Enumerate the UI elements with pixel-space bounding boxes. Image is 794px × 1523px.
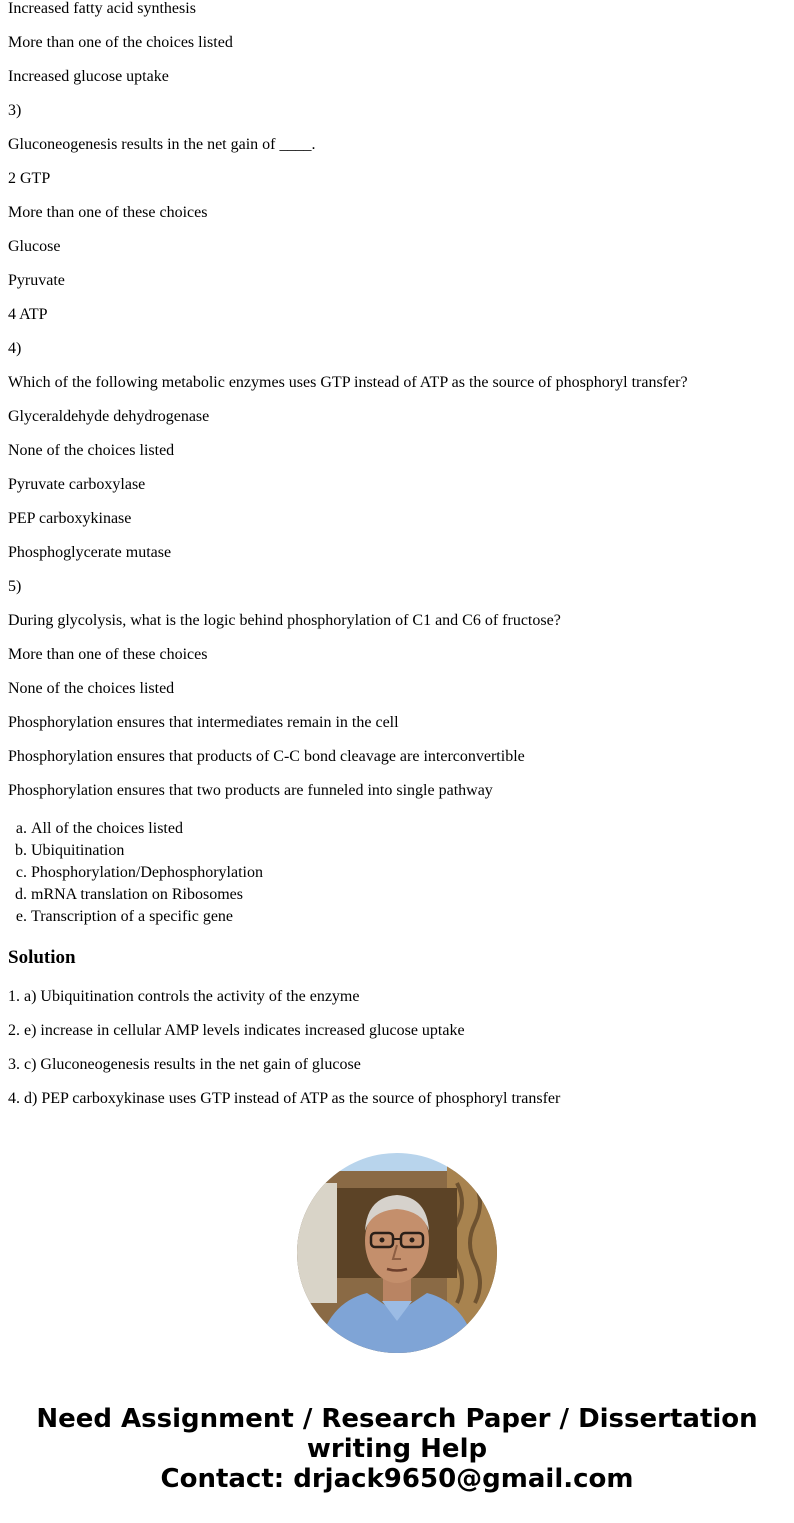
q4-text: Which of the following metabolic enzymes uses GTP instead of ATP as the source of phosphoryl transfer? [8,374,688,391]
promo-line-1: Need Assignment / Research Paper / Dissertation [36,1404,758,1434]
q3-number: 3) [8,102,22,119]
q4-option-1: Glyceraldehyde dehydrogenase [8,408,210,425]
q5-option-2: None of the choices listed [8,680,175,697]
q2-option-1: Increased fatty acid synthesis [8,0,196,17]
lettered-choice-list [8,818,263,928]
promo-line-2: writing Help [306,1434,488,1464]
q3-option-4: Pyruvate [8,272,65,289]
solution-heading: Solution [8,947,76,968]
author-avatar [297,1153,497,1353]
promo-banner [0,1404,794,1494]
q5-text: During glycolysis, what is the logic behind phosphorylation of C1 and C6 of fructose? [8,612,561,629]
solution-answer-3: 3. c) Gluconeogenesis results in the net gain of glucose [8,1056,361,1073]
list-item: a. All of the choices listed [31,818,263,840]
q4-option-2: None of the choices listed [8,442,175,459]
q3-option-3: Glucose [8,238,61,255]
list-item: d. mRNA translation on Ribosomes [31,884,263,906]
q5-option-4: Phosphorylation ensures that products of C-C bond cleavage are interconvertible [8,748,525,765]
q2-option-3: Increased glucose uptake [8,68,169,85]
q4-option-4: PEP carboxykinase [8,510,132,527]
q3-option-1: 2 GTP [8,170,51,187]
q4-option-5: Phosphoglycerate mutase [8,544,172,561]
q3-option-2: More than one of these choices [8,204,208,221]
q5-number: 5) [8,578,22,595]
promo-contact-line: Contact: drjack9650@gmail.com [160,1464,634,1494]
solution-answer-1: 1. a) Ubiquitination controls the activity of the enzyme [8,988,360,1005]
solution-answer-2: 2. e) increase in cellular AMP levels indicates increased glucose uptake [8,1022,465,1039]
q3-option-5: 4 ATP [8,306,48,323]
list-item: c. Phosphorylation/Dephosphorylation [31,862,263,884]
list-item: e. Transcription of a specific gene [31,906,263,928]
q5-option-3: Phosphorylation ensures that intermediates remain in the cell [8,714,399,731]
q3-text: Gluconeogenesis results in the net gain of ____. [8,136,316,153]
q4-option-3: Pyruvate carboxylase [8,476,146,493]
list-item: b. Ubiquitination [31,840,263,862]
q5-option-1: More than one of these choices [8,646,208,663]
avatar-portrait-image [297,1153,497,1353]
q4-number: 4) [8,340,22,357]
q2-option-2: More than one of the choices listed [8,34,233,51]
q5-option-5: Phosphorylation ensures that two products are funneled into single pathway [8,782,493,799]
solution-answer-4: 4. d) PEP carboxykinase uses GTP instead of ATP as the source of phosphoryl transfer [8,1090,561,1107]
